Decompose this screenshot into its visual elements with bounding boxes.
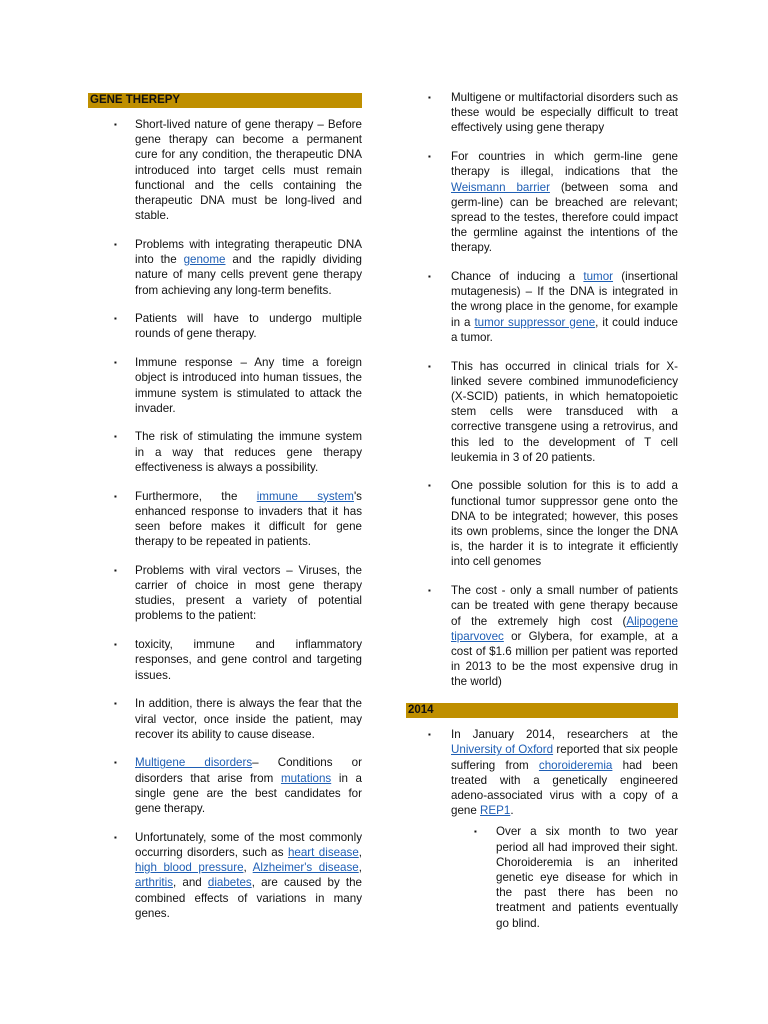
- list-item: ▪ In January 2014, researchers at the University of Oxford reported that six people suffering from choroideremia had been treated with a genetically engineered adeno-associated virus with a copy of a gene REP1.: [428, 728, 679, 818]
- list-item: ▪ Patients will have to undergo multiple rounds of gene therapy.: [114, 312, 362, 341]
- list-item: ▪ One possible solution for this is to add a functional tumor suppressor gene onto the DNA to be integrated; however, this poses its own problems, since the longer the DNA is, the harder it is to integrate it efficiently into cell genomes: [428, 479, 678, 569]
- link-diabetes[interactable]: diabetes: [207, 876, 252, 890]
- bullet-icon: ▪: [114, 758, 117, 768]
- bullet-icon: ▪: [474, 827, 477, 837]
- list-item: ▪ Problems with integrating therapeutic DNA into the genome and the rapidly dividing nature of many cells prevent gene therapy from achieving any long-term benefits.: [114, 237, 362, 297]
- link-weismann-barrier[interactable]: Weismann barrier: [451, 180, 550, 194]
- link-immune-system[interactable]: immune system: [256, 489, 354, 503]
- link-genome[interactable]: genome: [183, 253, 226, 267]
- link-alzheimers-disease[interactable]: Alzheimer's disease: [252, 861, 359, 875]
- link-tumor[interactable]: tumor: [583, 270, 614, 284]
- list-item: ▪ Multigene or multifactorial disorders such as these would be especially difficult to treat effectively using gene therapy: [428, 91, 678, 135]
- list-item: ▪ In addition, there is always the fear that the viral vector, once inside the patient, may recover its ability to cause disease.: [114, 697, 362, 741]
- link-multigene-disorders[interactable]: Multigene disorders: [135, 756, 253, 770]
- list-item: ▪ This has occurred in clinical trials for X-linked severe combined immunodeficiency (X-SCID) patients, in which hematopoietic stem cells were transduced with a corrective transgene using a retrovirus, and this led to the development of T cell leukemia in 3 of 20 patients.: [428, 359, 678, 464]
- bullet-icon: ▪: [428, 152, 431, 162]
- list-item: ▪ Problems with viral vectors – Viruses, the carrier of choice in most gene therapy studies, present a variety of potential problems to the patient:: [114, 563, 362, 623]
- bullet-icon: ▪: [114, 640, 117, 650]
- list-item: ▪ Multigene disorders– Conditions or disorders that arise from mutations in a single gene are the best candidates for gene therapy.: [114, 756, 362, 816]
- bullet-icon: ▪: [428, 361, 431, 371]
- list-item: ▪ For countries in which germ-line gene therapy is illegal, indications that the Weismann barrier (between soma and germ-line) can be breached are relevant; spread to the testes, therefore could impact the germline against the intentions of the therapy.: [428, 150, 678, 255]
- list-item: ▪ The risk of stimulating the immune system in a way that reduces gene therapy effectiveness is always a possibility.: [114, 430, 362, 474]
- section-heading-2014: 2014: [406, 703, 678, 718]
- link-alipogene-tiparvovec[interactable]: Alipogene tiparvovec: [451, 614, 678, 643]
- link-mutations[interactable]: mutations: [280, 771, 332, 785]
- bullet-icon: ▪: [114, 432, 117, 442]
- list-item: ▪ Furthermore, the immune system's enhanced response to invaders that it has seen before makes it difficult for gene therapy to be repeated in patients.: [114, 489, 362, 549]
- bullet-icon: ▪: [114, 239, 117, 249]
- list-item: ▪ Short-lived nature of gene therapy – Before gene therapy can become a permanent cure for any condition, the therapeutic DNA introduced into target cells must remain functional and the cells containing the therapeutic DNA must be long-lived and stable.: [114, 118, 362, 223]
- list-item: ▪ Chance of inducing a tumor (insertional mutagenesis) – If the DNA is integrated in the wrong place in the genome, for example in a tumor suppressor gene, it could induce a tumor.: [428, 270, 678, 344]
- list-item: ▪ Over a six month to two year period all had improved their sight. Choroideremia is an inherited genetic eye disease for which in the past there has been no treatment and patients eventually go blind.: [474, 825, 678, 930]
- list-item: ▪ The cost - only a small number of patients can be treated with gene therapy because of the extremely high cost (Alipogene tiparvovec or Glybera, for example, at a cost of $1.6 million per patient was reported in 2013 to be the most expensive drug in the world): [428, 584, 678, 689]
- section-heading-gene-therapy: GENE THEREPY: [88, 93, 362, 108]
- list-item: ▪ toxicity, immune and inflammatory responses, and gene control and targeting issues.: [114, 638, 362, 682]
- bullet-icon: ▪: [428, 93, 431, 102]
- bullet-icon: ▪: [114, 491, 117, 501]
- link-university-of-oxford[interactable]: University of Oxford: [451, 743, 554, 757]
- link-choroideremia[interactable]: choroideremia: [538, 758, 613, 772]
- list-item: ▪ Immune response – Any time a foreign object is introduced into human tissues, the immune system is stimulated to attack the invader.: [114, 356, 362, 415]
- link-tumor-suppressor-gene[interactable]: tumor suppressor gene: [474, 315, 596, 329]
- link-heart-disease[interactable]: heart disease: [287, 845, 359, 859]
- list-item: ▪ Unfortunately, some of the most commonly occurring disorders, such as heart disease, high blood pressure, Alzheimer's disease, arthritis, and diabetes, are caused by the combined effects of variations in many genes.: [114, 830, 363, 920]
- bullet-icon: ▪: [428, 272, 431, 282]
- right-bullet-list: [406, 90, 678, 690]
- bullet-icon: ▪: [114, 699, 117, 709]
- link-arthritis[interactable]: arthritis: [135, 876, 174, 890]
- bullet-icon: ▪: [114, 832, 117, 842]
- bullet-icon: ▪: [114, 314, 117, 324]
- bullet-icon: ▪: [114, 565, 117, 575]
- link-high-blood-pressure[interactable]: high blood pressure: [135, 861, 244, 875]
- right-bullet-list-2014: [406, 727, 678, 818]
- bullet-icon: ▪: [428, 730, 431, 740]
- bullet-icon: ▪: [428, 586, 431, 596]
- bullet-icon: ▪: [428, 481, 431, 491]
- link-rep1[interactable]: REP1: [480, 804, 511, 818]
- bullet-icon: ▪: [114, 120, 117, 129]
- left-bullet-list: [88, 117, 362, 921]
- right-column: [406, 90, 678, 931]
- bullet-icon: ▪: [114, 358, 117, 368]
- sub-bullet-list: [406, 824, 678, 930]
- left-column: [88, 90, 362, 934]
